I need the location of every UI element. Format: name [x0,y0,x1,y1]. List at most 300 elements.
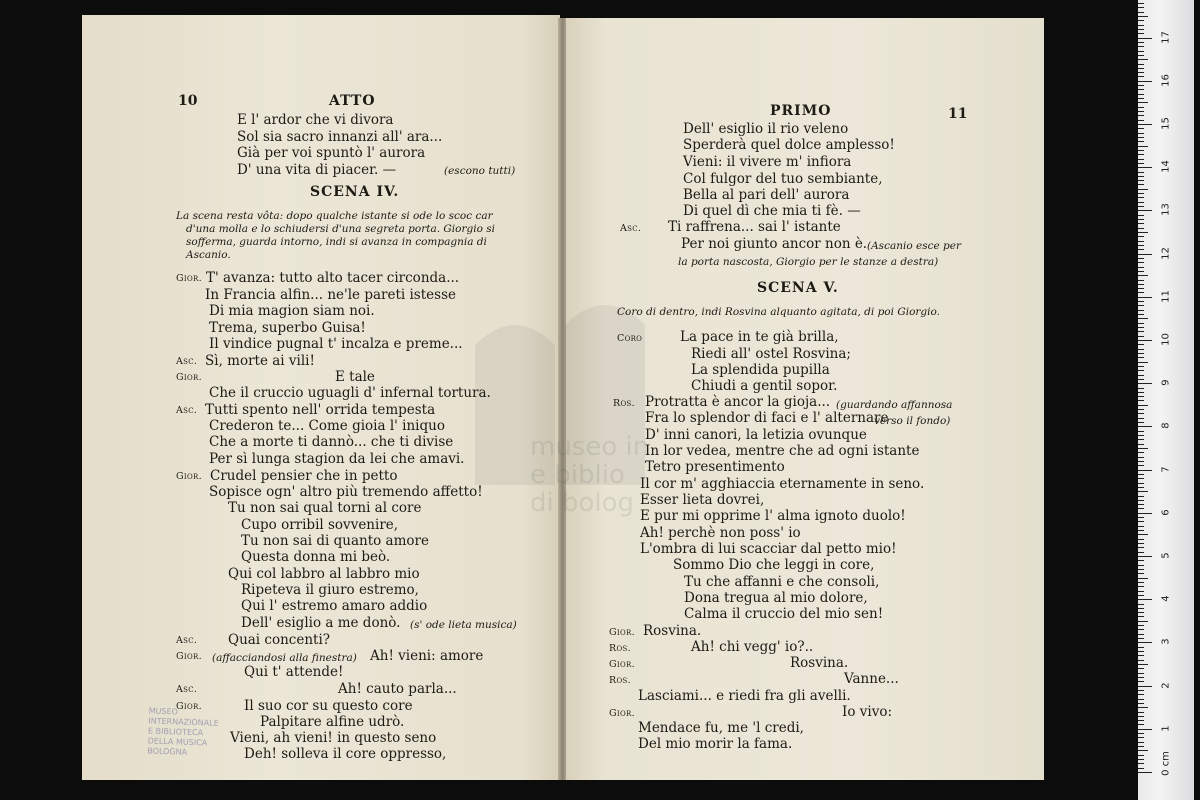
dialogue-line: E tale [335,369,375,385]
ruler-tick [1138,38,1152,39]
ruler-tick [1138,582,1144,583]
ruler-tick [1138,362,1148,363]
dialogue-line: Di mia magion siam noi. [209,303,375,319]
ruler-tick [1138,746,1144,747]
speaker-label: Gior. [176,273,202,284]
ruler-tick [1138,664,1148,665]
ruler-tick [1138,686,1152,687]
verse-line: Già per voi spuntò l' aurora [237,145,426,161]
ruler-tick [1138,392,1144,393]
ruler-tick [1138,642,1152,643]
ruler-tick [1138,712,1144,713]
ruler-tick [1138,366,1144,367]
dialogue-line: Calma il cruccio del mio sen! [684,606,884,622]
dialogue-line: D' inni canori, la letizia ovunque [645,427,867,443]
speaker-label: Coro [617,333,643,344]
ruler-tick [1138,750,1148,751]
ruler-tick [1138,388,1144,389]
ruler-tick [1138,33,1144,34]
ruler-tick [1138,465,1144,466]
speaker-label: Gior. [176,471,202,482]
ruler-tick [1138,612,1144,613]
ruler-tick [1138,3,1144,4]
scene-title: SCENA V. [757,280,839,296]
ruler-tick [1138,310,1144,311]
ruler-tick [1138,29,1144,30]
ruler-tick [1138,452,1144,453]
verse-line: Sol sia sacro innanzi all' ara... [237,129,443,145]
ruler-tick [1138,772,1152,773]
verse-line: Bella al pari dell' aurora [683,187,850,203]
ruler-tick [1138,763,1144,764]
ruler-tick [1138,81,1152,82]
ruler-tick [1138,344,1144,345]
ruler-tick [1138,604,1144,605]
ruler-tick [1138,707,1148,708]
chorus-line: La splendida pupilla [691,362,830,378]
dialogue-line: Del mio morir la fama. [638,736,793,752]
ruler-tick [1138,586,1144,587]
ruler-number: 5 [1160,552,1172,559]
ruler-tick [1138,370,1144,371]
ruler-tick [1138,552,1144,553]
ruler-tick [1138,68,1144,69]
ruler-tick [1138,435,1144,436]
ruler-tick [1138,487,1144,488]
ruler-tick [1138,742,1144,743]
ruler-tick [1138,254,1152,255]
speaker-label: Asc. [176,684,198,695]
dialogue-line: Vieni, ah vieni! in questo seno [230,730,437,746]
ruler-tick [1138,444,1144,445]
ruler-tick [1138,288,1144,289]
ruler-tick [1138,241,1144,242]
ruler-number: 7 [1160,465,1172,473]
ruler-number: 3 [1160,638,1172,646]
dialogue-line: Ah! cauto parla... [338,681,457,697]
ruler-tick [1138,193,1144,194]
dialogue-line: Ripeteva il giuro estremo, [241,582,419,598]
ruler-tick [1138,383,1152,384]
ruler-tick [1138,400,1144,401]
ruler-tick [1138,379,1144,380]
dialogue-line: Palpitare alfine udrò. [260,714,405,730]
ruler-tick [1138,621,1148,622]
ruler-tick [1138,98,1144,99]
dialogue-line: Qui t' attende! [244,664,344,680]
dialogue-line: Sì, morte ai vili! [205,353,315,369]
dialogue-line: Ah! vieni: amore [370,648,484,664]
dialogue-line: Tutti spento nell' orrida tempesta [205,402,436,418]
dialogue-line: Rosvina. [790,655,849,671]
watermark-text-1: museo in [530,432,650,462]
ruler-tick [1138,573,1144,574]
dialogue-line: Fra lo splendor di faci e l' alternare [645,410,889,426]
ruler-tick [1138,699,1144,700]
dialogue-line: T' avanza: tutto alto tacer circonda... [206,270,460,286]
ruler-tick [1138,500,1144,501]
stage-direction-line: d'una molla e lo schiudersi d'una segreta porta. Giorgio si [186,223,495,235]
dialogue-line: Crudel pensier che in petto [210,468,398,484]
dialogue-line: Esser lieta dovrei, [640,492,765,508]
left-page-number: 10 [178,93,198,109]
ruler-tick [1138,297,1152,298]
ruler-tick [1138,534,1148,535]
ruler-tick [1138,340,1152,341]
ruler-tick [1138,107,1144,108]
ruler-tick [1138,275,1148,276]
ruler-tick [1138,508,1144,509]
ruler-tick [1138,180,1144,181]
ruler-number: 1 [1160,725,1172,732]
dialogue-line: Per noi giunto ancor non è. [681,236,868,252]
ruler-tick [1138,547,1144,548]
ruler-tick [1138,655,1144,656]
ruler-tick [1138,418,1144,419]
ruler-number: 12 [1160,246,1172,260]
stage-direction: (guardando affannosa [836,399,953,411]
dialogue-line: Ti raffrena... sai l' istante [668,219,841,235]
ruler-tick [1138,634,1144,635]
scene-title: SCENA IV. [310,184,400,200]
ruler-tick [1138,457,1144,458]
ruler-tick [1138,94,1144,95]
ruler-tick [1138,210,1152,211]
dialogue-line: Mendace fu, me 'l credi, [638,720,804,736]
ruler-tick [1138,349,1144,350]
ruler-tick [1138,543,1144,544]
ruler-tick [1138,448,1148,449]
dialogue-line: Tu non sai qual torni al core [228,500,422,516]
ruler-tick [1138,12,1144,13]
ruler-tick [1138,271,1144,272]
ruler-tick [1138,720,1144,721]
ruler-tick [1138,768,1144,769]
ruler-tick [1138,569,1144,570]
ruler-tick [1138,413,1144,414]
ruler-tick [1138,236,1144,237]
stage-direction: (Ascanio esce per [867,240,961,252]
chorus-line: Riedi all' ostel Rosvina; [691,346,851,362]
ruler-tick [1138,331,1144,332]
ruler-tick [1138,20,1144,21]
ruler-tick [1138,673,1144,674]
ruler-number: 14 [1160,160,1172,174]
ruler-tick [1138,375,1144,376]
ruler-tick [1138,595,1144,596]
ruler-tick [1138,197,1144,198]
verse-line: Di quel dì che mia ti fè. — [683,203,861,219]
ruler-tick [1138,176,1144,177]
ruler-tick [1138,327,1144,328]
ruler-tick [1138,262,1144,263]
ruler-tick [1138,172,1144,173]
ruler-tick [1138,405,1148,406]
ruler-tick [1138,439,1144,440]
ruler-tick [1138,163,1144,164]
dialogue-line: Sopisce ogn' altro più tremendo affetto! [209,484,483,500]
ruler-tick [1138,184,1144,185]
speaker-label: Asc. [620,223,642,234]
dialogue-line: Dell' esiglio a me donò. [241,615,401,631]
ruler-tick [1138,314,1144,315]
ruler-tick [1138,51,1144,52]
dialogue-line: L'ombra di lui scacciar dal petto mio! [640,541,897,557]
ruler-tick [1138,483,1144,484]
stage-direction-line: La scena resta vôta: dopo qualche istante si ode lo scoc car [176,210,493,222]
dialogue-line: Tetro presentimento [645,459,785,475]
stage-direction: (affacciandosi alla finestra) [212,652,357,664]
verse-line: E l' ardor che vi divora [237,112,394,128]
ruler-tick [1138,280,1144,281]
ruler-tick [1138,668,1144,669]
right-page-number: 11 [948,106,968,122]
ruler-tick [1138,755,1144,756]
chorus-line: La pace in te già brilla, [680,329,839,345]
speaker-label: Asc. [176,356,198,367]
dialogue-line: E pur mi opprime l' alma ignoto duolo! [640,508,906,524]
ruler-tick [1138,625,1144,626]
dialogue-line: Il vindice pugnal t' incalza e preme... [209,336,463,352]
ruler-number: 9 [1160,379,1172,386]
ruler-tick [1138,517,1144,518]
dialogue-line: Ah! perchè non poss' io [640,525,801,541]
ruler-number: 16 [1160,73,1172,87]
stage-direction: la porta nascosta, Giorgio per le stanze a destra) [678,256,939,268]
watermark-text-2: e biblio [530,460,625,490]
ruler-tick [1138,703,1144,704]
ruler-tick [1138,258,1144,259]
ruler-tick [1138,409,1144,410]
dialogue-line: Lasciami... e riedi fra gli avelli. [638,688,851,704]
stage-direction: Coro di dentro, indi Rosvina alquanto agitata, di poi Giorgio. [617,306,940,318]
speaker-label: Gior. [176,372,202,383]
stage-direction-line: sofferma, guarda intorno, indi si avanza in compagnia di [186,236,487,248]
dialogue-line: Che il cruccio uguagli d' infernal tortura. [209,385,491,401]
ruler-tick [1138,336,1144,337]
dialogue-line: Vanne... [844,671,899,687]
dialogue-line: Deh! solleva il core oppresso, [244,746,447,762]
speaker-label: Asc. [176,405,198,416]
ruler-tick [1138,560,1144,561]
right-running-head: PRIMO [770,103,832,119]
ruler-tick [1138,228,1144,229]
ruler-number: 0 cm [1160,751,1172,776]
ruler-tick [1138,133,1144,134]
dialogue-line: Ah! chi vegg' io?.. [691,639,814,655]
ruler-tick [1138,353,1144,354]
dialogue-line: In lor vedea, mentre che ad ogni istante [645,443,920,459]
ruler-tick [1138,55,1144,56]
ruler-number: 11 [1160,289,1172,303]
ruler-tick [1138,513,1152,514]
ruler-tick [1138,249,1144,250]
ruler-tick [1138,422,1144,423]
ruler-tick [1138,638,1144,639]
ruler-tick [1138,42,1144,43]
ruler-tick [1138,46,1144,47]
ruler-tick [1138,7,1144,8]
ruler-tick [1138,215,1144,216]
speaker-label: Ros. [609,675,631,686]
verse-line: Dell' esiglio il rio veleno [683,121,849,137]
ruler-tick [1138,470,1152,471]
ruler-tick [1138,591,1144,592]
ruler-tick [1138,89,1144,90]
ruler-tick [1138,681,1144,682]
dialogue-line: Protratta è ancor la gioja... [645,394,831,410]
ruler-tick [1138,496,1144,497]
dialogue-line: Io vivo: [842,704,892,720]
ruler-tick [1138,85,1144,86]
ruler-number: 17 [1160,30,1172,44]
ruler-tick [1138,724,1144,725]
ruler-number: 6 [1160,509,1172,516]
speaker-label: Ros. [609,643,631,654]
ruler-tick [1138,59,1148,60]
ruler-number: 15 [1160,117,1172,130]
ruler-tick [1138,72,1144,73]
dialogue-line: Crederon te... Come gioia l' iniquo [209,418,445,434]
ruler-number: 2 [1160,681,1172,689]
ruler-tick [1138,556,1152,557]
ruler-tick [1138,426,1152,427]
ruler-number: 8 [1160,422,1172,430]
ruler-tick [1138,305,1144,306]
ruler-tick [1138,245,1144,246]
ruler-tick [1138,128,1144,129]
ruler-tick [1138,318,1148,319]
ruler-tick [1138,526,1144,527]
ruler-tick [1138,301,1144,302]
ruler-tick [1138,651,1144,652]
stage-direction: (s' ode lieta musica) [410,619,517,631]
ruler-tick [1138,729,1152,730]
ruler-tick [1138,737,1144,738]
ruler-number: 13 [1160,203,1172,217]
ruler-tick [1138,146,1148,147]
ruler-tick [1138,474,1144,475]
ruler-tick [1138,461,1144,462]
ruler-tick [1138,219,1144,220]
ruler-tick [1138,491,1148,492]
stage-direction: verso il fondo) [874,415,951,427]
speaker-label: Asc. [176,635,198,646]
ruler-tick [1138,206,1144,207]
dialogue-line: Il suo cor su questo core [244,698,413,714]
ruler-number: 4 [1160,595,1172,602]
ruler-tick [1138,64,1144,65]
dialogue-line: Tu non sai di quanto amore [241,533,429,549]
speaker-label: Gior. [609,627,635,638]
ruler-tick [1138,284,1144,285]
ruler-tick [1138,159,1144,160]
dialogue-line: Cupo orribil sovvenire, [241,517,399,533]
dialogue-line: Qui col labbro al labbro mio [228,566,420,582]
ruler-tick [1138,716,1144,717]
ruler-tick [1138,120,1144,121]
ruler-tick [1138,357,1144,358]
ruler-tick [1138,25,1144,26]
dialogue-line: Trema, superbo Guisa! [209,320,366,336]
ruler-tick [1138,431,1144,432]
library-stamp: MUSEO INTERNAZIONALE E BIBLIOTECA DELLA MUSICA BOLOGNA [147,706,219,757]
ruler-tick [1138,292,1144,293]
ruler-tick [1138,16,1148,17]
ruler-tick [1138,223,1144,224]
verse-line: Sperderà quel dolce amplesso! [683,137,895,153]
ruler-tick [1138,478,1144,479]
left-running-head: ATTO [329,93,376,109]
dialogue-line: Tu che affanni e che consoli, [684,574,880,590]
stage-direction: (escono tutti) [444,165,516,177]
dialogue-line: Dona tregua al mio dolore, [684,590,868,606]
ruler-tick [1138,530,1144,531]
dialogue-line: Qui l' estremo amaro addio [241,598,428,614]
ruler-number: 10 [1160,333,1172,346]
ruler-tick [1138,189,1148,190]
verse-line: D' una vita di piacer. — [237,162,397,178]
ruler-tick [1138,608,1144,609]
dialogue-line: Sommo Dio che leggi in core, [673,557,875,573]
ruler-tick [1138,141,1144,142]
ruler-tick [1138,124,1152,125]
ruler-tick [1138,504,1144,505]
ruler-tick [1138,616,1144,617]
dialogue-line: Che a morte ti dannò... che ti divise [209,434,454,450]
stage-direction-line: Ascanio. [186,249,231,261]
ruler-tick [1138,677,1144,678]
verse-line: Col fulgor del tuo sembiante, [683,171,883,187]
dialogue-line: Il cor m' agghiaccia eternamente in seno. [640,476,925,492]
ruler-tick [1138,111,1144,112]
speaker-label: Ros. [613,398,635,409]
dialogue-line: Questa donna mi beò. [241,549,391,565]
ruler-tick [1138,521,1144,522]
ruler-tick [1138,694,1144,695]
ruler-tick [1138,202,1144,203]
ruler-tick [1138,76,1144,77]
ruler-tick [1138,396,1144,397]
verse-line: Vieni: il vivere m' infiora [683,154,852,170]
ruler-tick [1138,115,1144,116]
ruler-tick [1138,647,1144,648]
ruler-tick [1138,599,1152,600]
speaker-label: Gior. [609,708,635,719]
ruler-tick [1138,137,1144,138]
ruler-tick [1138,733,1144,734]
dialogue-line: Per sì lunga stagion da lei che amavi. [209,451,465,467]
watermark-text-3: di bolog [530,488,635,518]
dialogue-line: Quai concenti? [228,632,331,648]
ruler-tick [1138,154,1144,155]
ruler-tick [1138,629,1144,630]
speaker-label: Gior. [176,651,202,662]
ruler-tick [1138,267,1144,268]
dialogue-line: Rosvina. [643,623,702,639]
ruler-tick [1138,150,1144,151]
ruler-tick [1138,323,1144,324]
ruler-tick [1138,759,1144,760]
ruler-tick [1138,232,1148,233]
ruler-tick [1138,578,1148,579]
ruler-tick [1138,660,1144,661]
dialogue-line: In Francia alfin... ne'le pareti istesse [205,287,456,303]
ruler-tick [1138,102,1148,103]
ruler-tick [1138,690,1144,691]
ruler-tick [1138,167,1152,168]
chorus-line: Chiudi a gentil sopor. [691,378,838,394]
